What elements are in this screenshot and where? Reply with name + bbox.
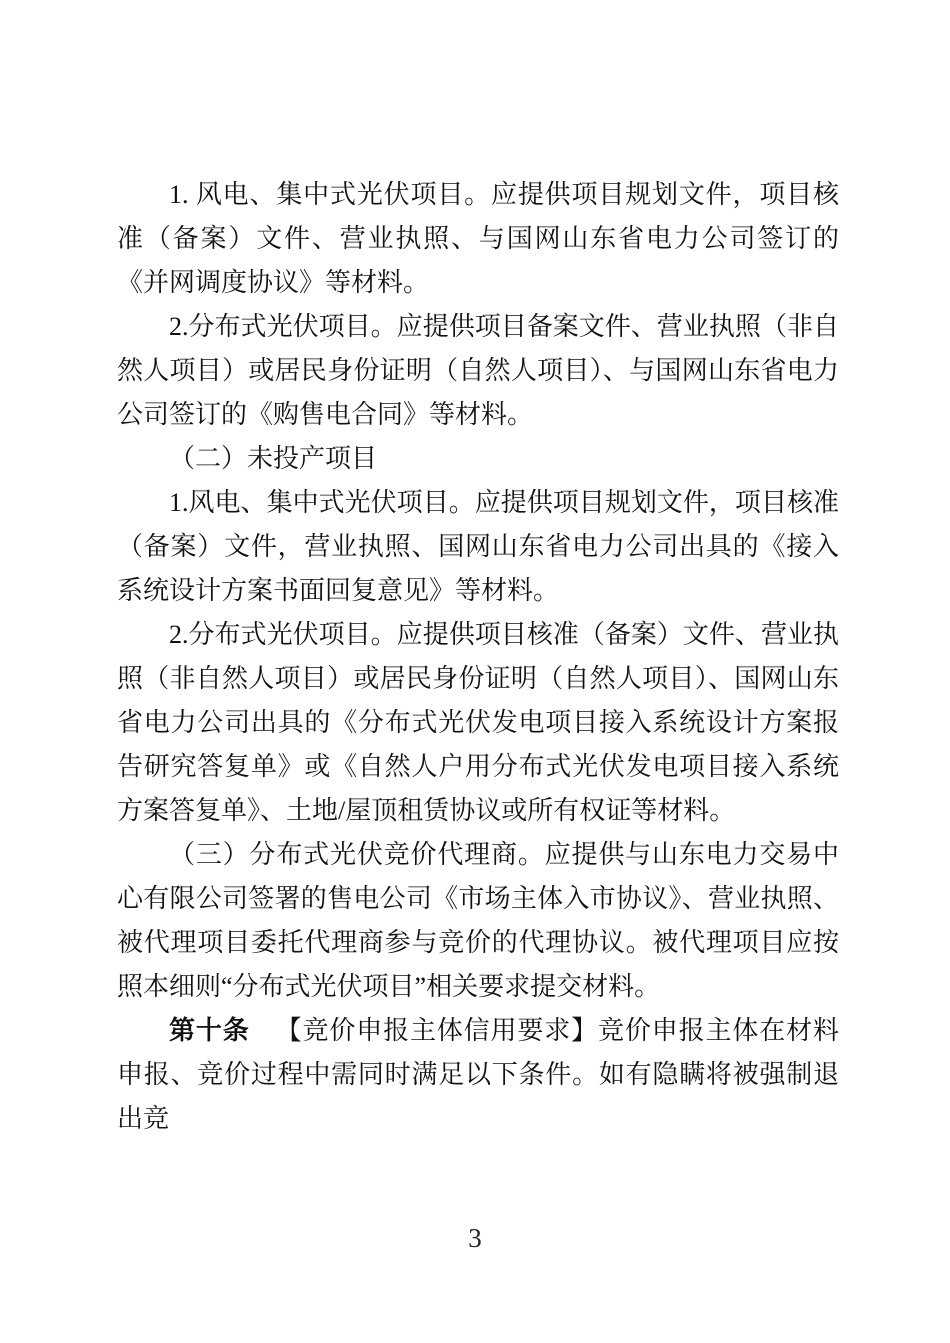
- paragraph-distributed-pv-bidding-agent: （三）分布式光伏竞价代理商。应提供与山东电力交易中心有限公司签署的售电公司《市场主体入市协议》、营业执照、被代理项目委托代理商参与竞价的代理协议。被代理项目应按照本细则“分布式光伏项目”相关要求提交材料。: [117, 840, 839, 1001]
- paragraph-operational-wind-centralized-pv: 1. 风电、集中式光伏项目。应提供项目规划文件，项目核准（备案）文件、营业执照、与国网山东省电力公司签订的《并网调度协议》等材料。: [117, 180, 839, 297]
- article-10-text: 【竞价申报主体信用要求】竞价申报主体在材料申报、竞价过程中需同时满足以下条件。如有隐瞒将被强制退出竞: [117, 1016, 839, 1133]
- paragraph-article-10: [117, 1009, 839, 1141]
- paragraph-preproduction-distributed-pv: 2.分布式光伏项目。应提供项目核准（备案）文件、营业执照（非自然人项目）或居民身份证明（自然人项目）、国网山东省电力公司出具的《分布式光伏发电项目接入系统设计方案报告研究答复单》或《自然人户用分布式光伏发电项目接入系统方案答复单》、土地/屋顶租赁协议或所有权证等材料。: [117, 620, 839, 825]
- paragraph-operational-distributed-pv: 2.分布式光伏项目。应提供项目备案文件、营业执照（非自然人项目）或居民身份证明（自然人项目）、与国网山东省电力公司签订的《购售电合同》等材料。: [117, 312, 839, 429]
- document-body: [117, 173, 839, 1141]
- paragraph-preproduction-wind-centralized-pv: 1.风电、集中式光伏项目。应提供项目规划文件，项目核准（备案）文件，营业执照、国网山东省电力公司出具的《接入系统设计方案书面回复意见》等材料。: [117, 488, 839, 605]
- article-10-number: 第十条: [169, 1016, 250, 1045]
- page-number: 3: [468, 1223, 482, 1253]
- section-heading-preproduction-projects: （二）未投产项目: [169, 444, 378, 473]
